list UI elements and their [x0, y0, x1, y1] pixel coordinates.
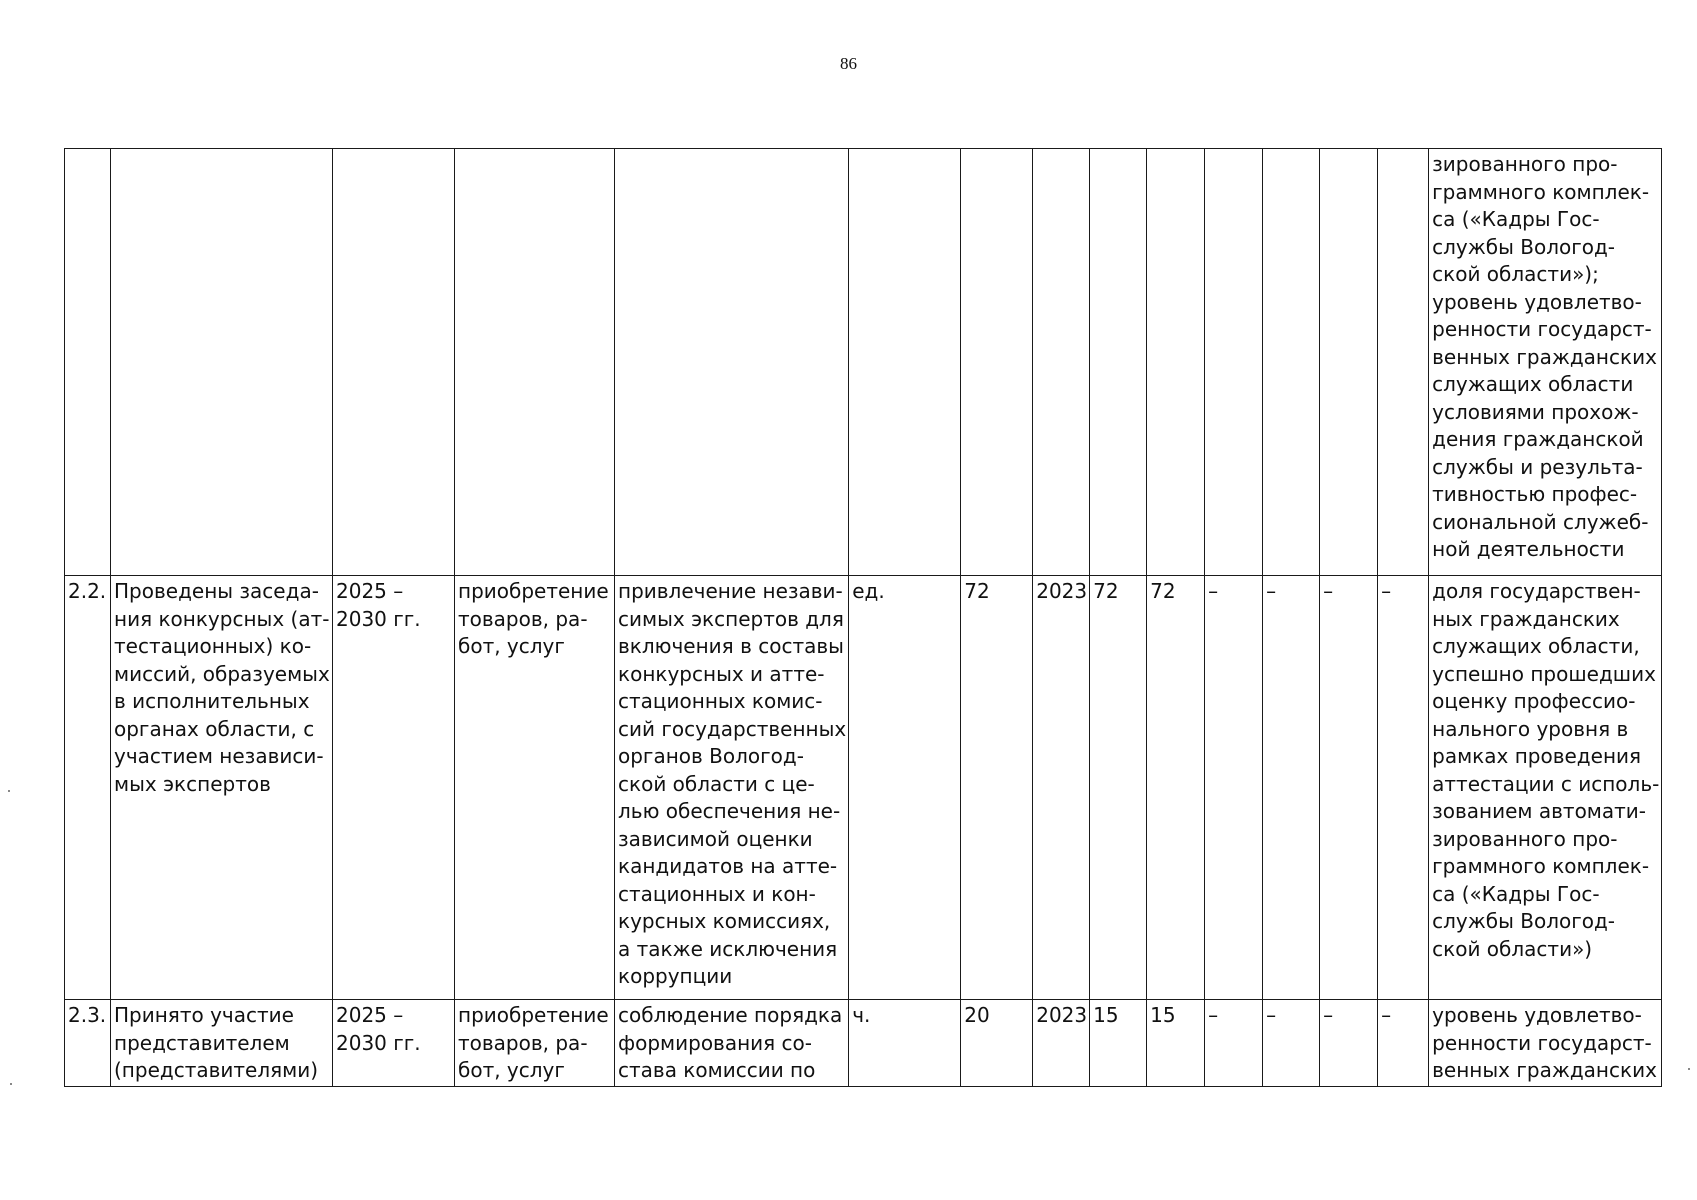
scan-speck	[8, 790, 10, 792]
indicator-cell-line: венных гражданских	[1432, 344, 1657, 369]
indicator-cell-line: зированного про-	[1432, 826, 1618, 851]
period-cell-line: 2025 –	[336, 1003, 404, 1027]
indicator-cell-line: зованием автомати-	[1432, 799, 1647, 823]
indicator-cell-line: граммного комплек-	[1432, 179, 1650, 204]
indicator-cell-line: дения гражданской	[1432, 427, 1644, 451]
goal-cell	[615, 576, 849, 1000]
event-cell-line: участием независи-	[114, 744, 324, 768]
goal-cell-line: соблюдение порядка	[618, 1003, 843, 1027]
goal-cell-line: коррупции	[618, 964, 733, 988]
value-cell-1: 72	[1090, 576, 1147, 1000]
indicator-cell-line: ных гражданских	[1432, 606, 1620, 631]
goal-cell-line: стационных и кон-	[618, 881, 816, 906]
value-cell-1	[1090, 149, 1147, 576]
period-cell-line: 2030 гг.	[336, 1030, 421, 1055]
goal-cell	[615, 1000, 849, 1087]
indicator-cell-line: доля государствен-	[1432, 579, 1641, 603]
indicator-cell-line: тивностью профес-	[1432, 482, 1638, 506]
event-cell	[111, 1000, 333, 1087]
table-row	[65, 1000, 1662, 1087]
value-cell-5: –	[1320, 576, 1378, 1000]
scan-speck	[1688, 1068, 1690, 1070]
goal-cell-line: ской области с це-	[618, 771, 815, 796]
indicator-cell-line: сиональной служеб-	[1432, 509, 1649, 534]
period-cell-line: 2030 гг.	[336, 606, 421, 631]
table-row	[65, 149, 1662, 576]
goal-cell-line: кандидатов на атте-	[618, 854, 838, 878]
indicator-cell-line: ской области»);	[1432, 262, 1599, 286]
goal-cell-line: конкурсных и атте-	[618, 661, 825, 686]
unit-cell: ед.	[849, 576, 961, 1000]
indicator-cell-line: нального уровня в	[1432, 716, 1629, 741]
unit-cell	[849, 149, 961, 576]
table-row	[65, 576, 1662, 1000]
goal-cell-line: привлечение незави-	[618, 579, 843, 603]
goal-cell-line: курсных комиссиях,	[618, 909, 831, 933]
value-cell-2	[1147, 149, 1205, 576]
value-cell-6: –	[1378, 576, 1429, 1000]
indicator-cell-line: службы и результа-	[1432, 454, 1643, 479]
indicator-cell-line: аттестации с исполь-	[1432, 771, 1660, 796]
row-number	[65, 149, 111, 576]
indicator-cell-line: успешно прошедших	[1432, 661, 1656, 686]
funding-cell-line: бот, услуг	[458, 634, 565, 658]
event-cell-line: представителем	[114, 1030, 290, 1055]
indicator-cell-line: службы Вологод-	[1432, 234, 1616, 259]
goal-cell-line: органов Вологод-	[618, 744, 804, 768]
indicator-cell-line: уровень удовлетво-	[1432, 1003, 1642, 1027]
goal-cell-line: сий государственных	[618, 716, 847, 741]
indicator-cell	[1429, 576, 1662, 1000]
funding-cell	[455, 149, 615, 576]
period-cell	[333, 1000, 455, 1087]
base-value-cell: 20	[961, 1000, 1033, 1087]
indicator-cell-line: венных гражданских	[1432, 1058, 1657, 1082]
value-cell-5: –	[1320, 1000, 1378, 1087]
base-year-cell: 2023	[1033, 576, 1090, 1000]
indicator-cell-line: зированного про-	[1432, 152, 1618, 176]
goal-cell	[615, 149, 849, 576]
indicator-cell-line: службы Вологод-	[1432, 909, 1616, 933]
goal-cell-line: зависимой оценки	[618, 826, 813, 851]
indicator-cell-line: служащих области,	[1432, 634, 1640, 658]
base-year-cell	[1033, 149, 1090, 576]
base-value-cell	[961, 149, 1033, 576]
indicator-cell-line: са («Кадры Гос-	[1432, 207, 1600, 231]
funding-cell-line: товаров, ра-	[458, 606, 588, 631]
goal-cell-line: включения в составы	[618, 634, 844, 658]
scan-speck	[10, 1083, 12, 1085]
indicator-cell	[1429, 149, 1662, 576]
page-number: 86	[840, 54, 857, 73]
program-table	[64, 148, 1662, 1087]
base-year-cell: 2023	[1033, 1000, 1090, 1087]
period-cell	[333, 149, 455, 576]
event-cell-line: Проведены заседа-	[114, 579, 319, 603]
row-number: 2.3.	[65, 1000, 111, 1087]
value-cell-6: –	[1378, 1000, 1429, 1087]
event-cell	[111, 576, 333, 1000]
indicator-cell-line: уровень удовлетво-	[1432, 289, 1642, 314]
value-cell-4: –	[1263, 576, 1320, 1000]
value-cell-6	[1378, 149, 1429, 576]
value-cell-3: –	[1205, 1000, 1263, 1087]
value-cell-3: –	[1205, 576, 1263, 1000]
base-value-cell: 72	[961, 576, 1033, 1000]
goal-cell-line: става комиссии по	[618, 1058, 816, 1082]
indicator-cell-line: рамках проведения	[1432, 744, 1642, 768]
event-cell	[111, 149, 333, 576]
goal-cell-line: симых экспертов для	[618, 606, 844, 631]
value-cell-2: 72	[1147, 576, 1205, 1000]
goal-cell-line: формирования со-	[618, 1030, 813, 1055]
event-cell-line: органах области, с	[114, 716, 315, 741]
goal-cell-line: лью обеспечения не-	[618, 799, 841, 823]
funding-cell-line: товаров, ра-	[458, 1030, 588, 1055]
funding-cell-line: приобретение	[458, 1003, 609, 1027]
value-cell-5	[1320, 149, 1378, 576]
value-cell-4	[1263, 149, 1320, 576]
funding-cell-line: бот, услуг	[458, 1058, 565, 1082]
indicator-cell-line: служащих области	[1432, 372, 1634, 396]
event-cell-line: (представителями)	[114, 1058, 319, 1082]
value-cell-1: 15	[1090, 1000, 1147, 1087]
period-cell	[333, 576, 455, 1000]
indicator-cell-line: ной деятельности	[1432, 537, 1625, 561]
unit-cell: ч.	[849, 1000, 961, 1087]
row-number: 2.2.	[65, 576, 111, 1000]
goal-cell-line: а также исключения	[618, 936, 838, 961]
funding-cell	[455, 576, 615, 1000]
funding-cell-line: приобретение	[458, 579, 609, 603]
indicator-cell-line: ренности государст-	[1432, 1030, 1652, 1055]
event-cell-line: тестационных) ко-	[114, 634, 312, 658]
event-cell-line: Принято участие	[114, 1003, 294, 1027]
goal-cell-line: стационных комис-	[618, 689, 823, 713]
event-cell-line: в исполнительных	[114, 689, 310, 713]
period-cell-line: 2025 –	[336, 579, 404, 603]
indicator-cell-line: условиями прохож-	[1432, 399, 1639, 424]
indicator-cell-line: граммного комплек-	[1432, 854, 1650, 878]
event-cell-line: ния конкурсных (ат-	[114, 606, 330, 631]
indicator-cell	[1429, 1000, 1662, 1087]
event-cell-line: мых экспертов	[114, 771, 271, 796]
value-cell-4: –	[1263, 1000, 1320, 1087]
funding-cell	[455, 1000, 615, 1087]
indicator-cell-line: ской области»)	[1432, 936, 1593, 961]
indicator-cell-line: са («Кадры Гос-	[1432, 881, 1600, 906]
value-cell-3	[1205, 149, 1263, 576]
event-cell-line: миссий, образуемых	[114, 661, 330, 686]
indicator-cell-line: оценку профессио-	[1432, 689, 1636, 713]
value-cell-2: 15	[1147, 1000, 1205, 1087]
indicator-cell-line: ренности государст-	[1432, 317, 1652, 341]
